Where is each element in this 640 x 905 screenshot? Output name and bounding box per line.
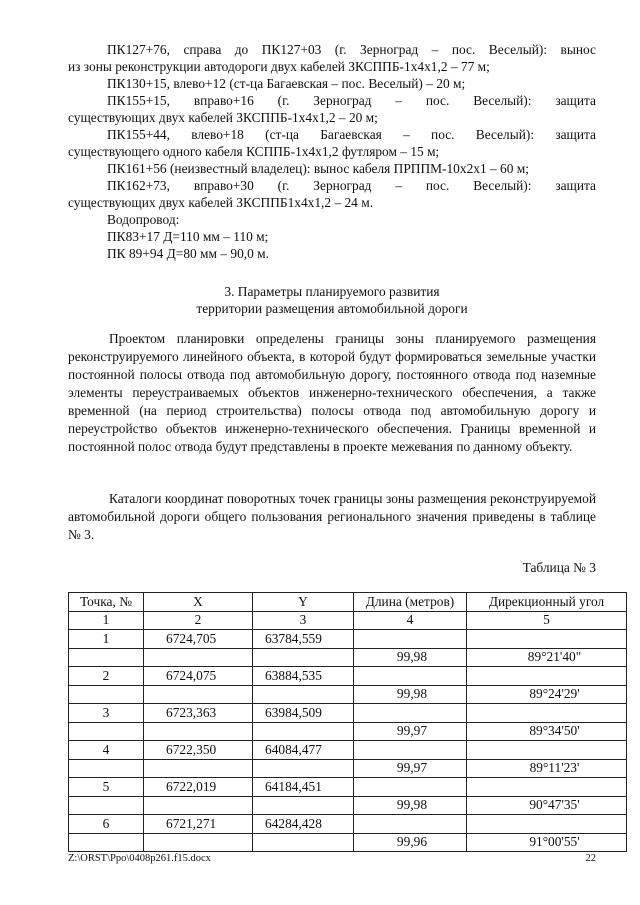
table-row-point [69,630,627,649]
point-x: 6723,363 [144,704,253,723]
segment-length: 99,97 [354,759,467,778]
header-length: Длина (метров) [354,593,467,612]
table-row-point [69,741,627,760]
point-number: 5 [69,778,144,797]
empty-cell [144,685,253,704]
item-line-4a: ПК155+44, влево+18 (ст-ца Багаевская – пос. Веселый): защита [107,127,596,142]
empty-cell [69,648,144,667]
empty-cell [354,741,467,760]
point-y: 64284,428 [253,815,354,834]
segment-angle: 91°00'55' [467,833,627,852]
water-label: Водопровод: [107,212,180,227]
empty-cell [253,648,354,667]
table-row-segment [69,833,627,852]
empty-cell [69,722,144,741]
segment-length: 99,98 [354,685,467,704]
point-y: 63984,509 [253,704,354,723]
col-number: 5 [467,611,627,630]
table-row-point [69,778,627,797]
item-line-3b: существующих двух кабелей ЗКСППБ-1х4х1,2 – 20 м; [68,110,378,125]
table-row-point [69,667,627,686]
point-number: 1 [69,630,144,649]
empty-cell [253,759,354,778]
point-number: 4 [69,741,144,760]
header-angle: Дирекционный угол [467,593,627,612]
table-row-segment [69,685,627,704]
empty-cell [253,833,354,852]
item-line-1a: ПК127+76, справа до ПК127+03 (г. Зерноград – пос. Веселый): вынос [107,42,596,57]
empty-cell [253,796,354,815]
table-row-point [69,704,627,723]
empty-cell [69,833,144,852]
empty-cell [144,722,253,741]
col-number: 4 [354,611,467,630]
empty-cell [253,685,354,704]
item-line-5: ПК161+56 (неизвестный владелец): вынос кабеля ПРППМ-10х2х1 – 60 м; [107,161,529,176]
empty-cell [69,759,144,778]
paragraph-2-text: Каталоги координат поворотных точек границы зоны размещения реконструируемой автомобильной дороги общего пользования регионального значения приведены в таблице № 3. [68,491,596,542]
point-x: 6724,075 [144,667,253,686]
item-line-4b: существующего одного кабеля КСППБ-1х4х1,2 футляром – 15 м; [68,144,440,159]
item-line-1b: из зоны реконструкции автодороги двух кабелей ЗКСППБ-1х4х1,2 – 77 м; [68,59,490,74]
segment-length: 99,98 [354,648,467,667]
segment-length: 99,97 [354,722,467,741]
empty-cell [144,796,253,815]
empty-cell [69,796,144,815]
empty-cell [467,815,627,834]
point-y: 63884,535 [253,667,354,686]
empty-cell [354,630,467,649]
segment-angle: 89°21'40" [467,648,627,667]
item-line-3a: ПК155+15, вправо+16 (г. Зерноград – пос. Веселый): защита [107,93,596,108]
table-row-point [69,815,627,834]
water-item-1: ПК83+17 Д=110 мм – 110 м; [107,229,269,244]
table-row-segment [69,648,627,667]
segment-angle: 89°11'23' [467,759,627,778]
segment-length: 99,98 [354,796,467,815]
empty-cell [69,685,144,704]
segment-length: 99,96 [354,833,467,852]
paragraph-2 [68,490,596,544]
footer-page-number: 22 [585,853,596,864]
empty-cell [253,722,354,741]
table-caption: Таблица № 3 [522,560,596,575]
point-x: 6722,019 [144,778,253,797]
table-row-segment [69,796,627,815]
empty-cell [467,667,627,686]
empty-cell [354,778,467,797]
segment-angle: 89°34'50' [467,722,627,741]
section-title-line2: территории размещения автомобильной дороги [196,301,468,316]
empty-cell [467,778,627,797]
header-point: Точка, № [69,593,144,612]
empty-cell [144,648,253,667]
point-number: 3 [69,704,144,723]
water-item-2: ПК 89+94 Д=80 мм – 90,0 м. [107,246,269,261]
col-number: 1 [69,611,144,630]
col-number: 2 [144,611,253,630]
point-y: 63784,559 [253,630,354,649]
point-x: 6724,705 [144,630,253,649]
point-number: 2 [69,667,144,686]
item-line-6a: ПК162+73, вправо+30 (г. Зерноград – пос. Веселый): защита [107,178,596,193]
empty-cell [467,630,627,649]
point-number: 6 [69,815,144,834]
empty-cell [467,704,627,723]
empty-cell [354,667,467,686]
point-y: 64184,451 [253,778,354,797]
header-y: Y [253,593,354,612]
table-header-row [69,593,627,612]
footer-file-path: Z:\ORST\Ppo\0408p261.f15.docx [68,853,211,864]
col-number: 3 [253,611,354,630]
segment-angle: 90°47'35' [467,796,627,815]
paragraph-1-text: Проектом планировки определены границы зоны планируемого размещения реконструируемого линейного объекта, в которой будут формироваться земельные участки постоянной полосы отвода под автомобильную дорогу, постоянного отвода под наземные элементы переустраиваемых объектов инженерно-технического обеспечения, а также временной (на период строительства) полосы отвода под автомобильную дорогу и переустройство объектов инженерно-технического обеспечения. Границы временной и постоянной полос отвода будут представлены в проекте межевания по данному объекту. [68,331,596,454]
empty-cell [354,815,467,834]
empty-cell [144,833,253,852]
segment-angle: 89°24'29' [467,685,627,704]
empty-cell [354,704,467,723]
point-x: 6721,271 [144,815,253,834]
coordinates-table [68,592,627,852]
empty-cell [467,741,627,760]
point-y: 64084,477 [253,741,354,760]
section-title-line1: 3. Параметры планируемого развития [224,284,440,299]
table-row-segment [69,722,627,741]
paragraph-1 [68,330,596,456]
item-line-2: ПК130+15, влево+12 (ст-ца Багаевская – пос. Веселый) – 20 м; [107,76,466,91]
empty-cell [144,759,253,778]
table-number-row [69,611,627,630]
item-line-6b: существующих двух кабелей ЗКСППБ1х4х1,2 – 24 м. [68,195,374,210]
header-x: X [144,593,253,612]
point-x: 6722,350 [144,741,253,760]
table-row-segment [69,759,627,778]
